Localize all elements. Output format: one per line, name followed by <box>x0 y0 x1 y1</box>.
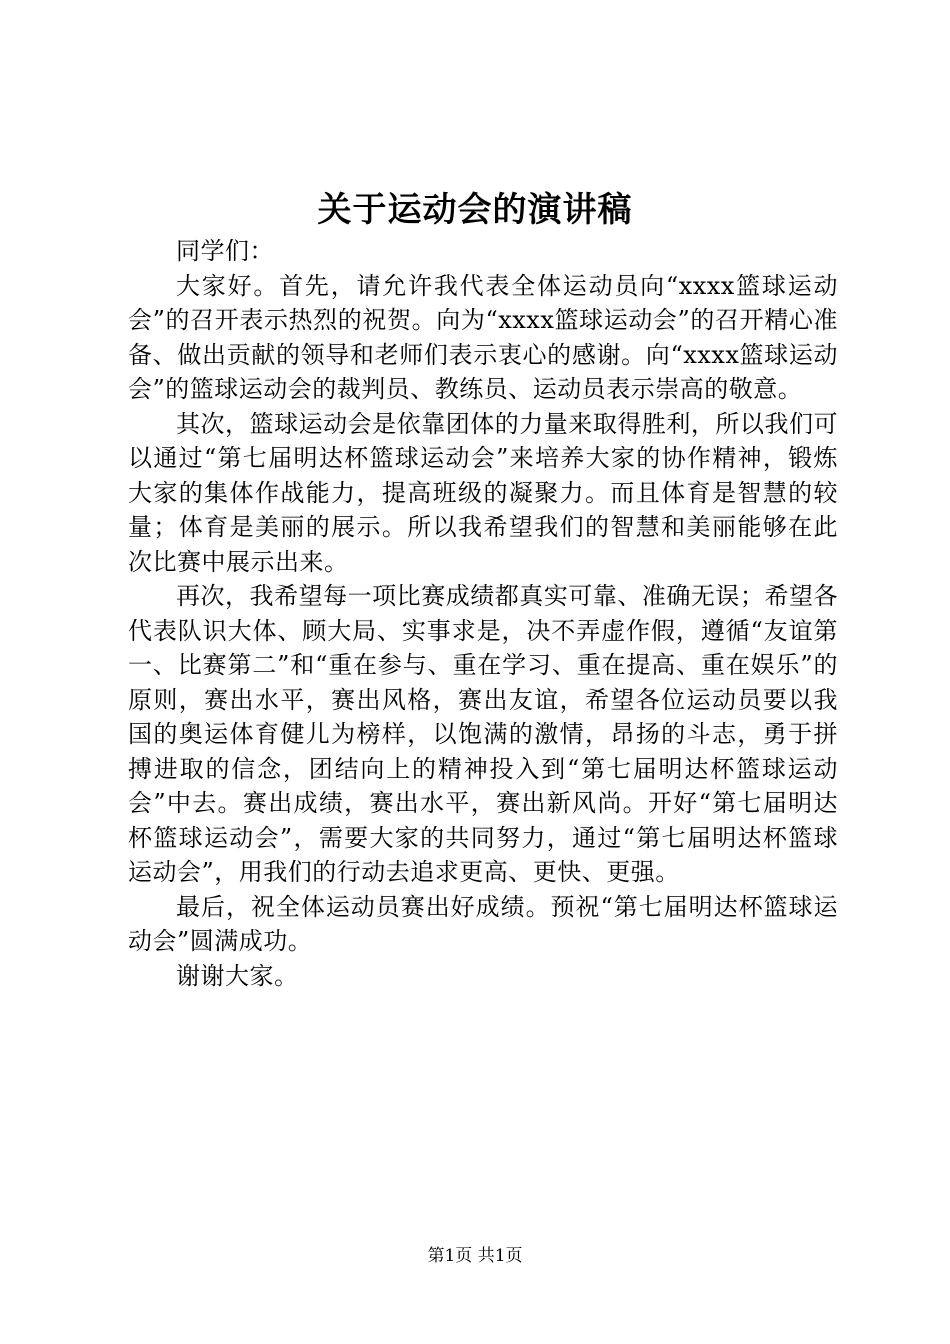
document-title: 关于运动会的演讲稿 <box>317 190 633 230</box>
page-footer: 第1页 共1页 <box>427 1246 523 1266</box>
salutation-paragraph: 同学们： <box>176 237 274 265</box>
body-paragraph-second: 其次，篮球运动会是依靠团体的力量来取得胜利，所以我们可以通过“第七届明达杯篮球运动会”来培养大家的协作精神，锻炼大家的集体作战能力，提高班级的凝聚力。而且体育是智慧的较量；体育是美丽的展示。所以我希望我们的智慧和美丽能够在此次比赛中展示出来。 <box>128 409 838 576</box>
body-paragraph-greeting: 大家好。首先，请允许我代表全体运动员向“xxxx篮球运动会”的召开表示热烈的祝贺。向为“xxxx篮球运动会”的召开精心准备、做出贡献的领导和老师们表示衷心的感谢。向“xxxx篮球运动会”的篮球运动会的裁判员、教练员、运动员表示崇高的敬意。 <box>128 271 838 403</box>
document-body <box>128 234 838 993</box>
closing-paragraph: 谢谢大家。 <box>176 961 299 990</box>
body-paragraph-final: 最后，祝全体运动员赛出好成绩。预祝“第七届明达杯篮球运动会”圆满成功。 <box>128 892 838 955</box>
body-paragraph-third: 再次，我希望每一项比赛成绩都真实可靠、准确无误；希望各代表队识大体、顾大局、实事求是，决不弄虚作假，遵循“友谊第一、比赛第二”和“重在参与、重在学习、重在提高、重在娱乐”的原则，赛出水平，赛出风格，赛出友谊，希望各位运动员要以我国的奥运体育健儿为榜样，以饱满的激情，昂扬的斗志，勇于拼搏进取的信念，团结向上的精神投入到“第七届明达杯篮球运动会”中去。赛出成绩，赛出水平，赛出新风尚。开好“第七届明达杯篮球运动会”，需要大家的共同努力，通过“第七届明达杯篮球运动会”，用我们的行动去追求更高、更快、更强。 <box>128 582 838 886</box>
